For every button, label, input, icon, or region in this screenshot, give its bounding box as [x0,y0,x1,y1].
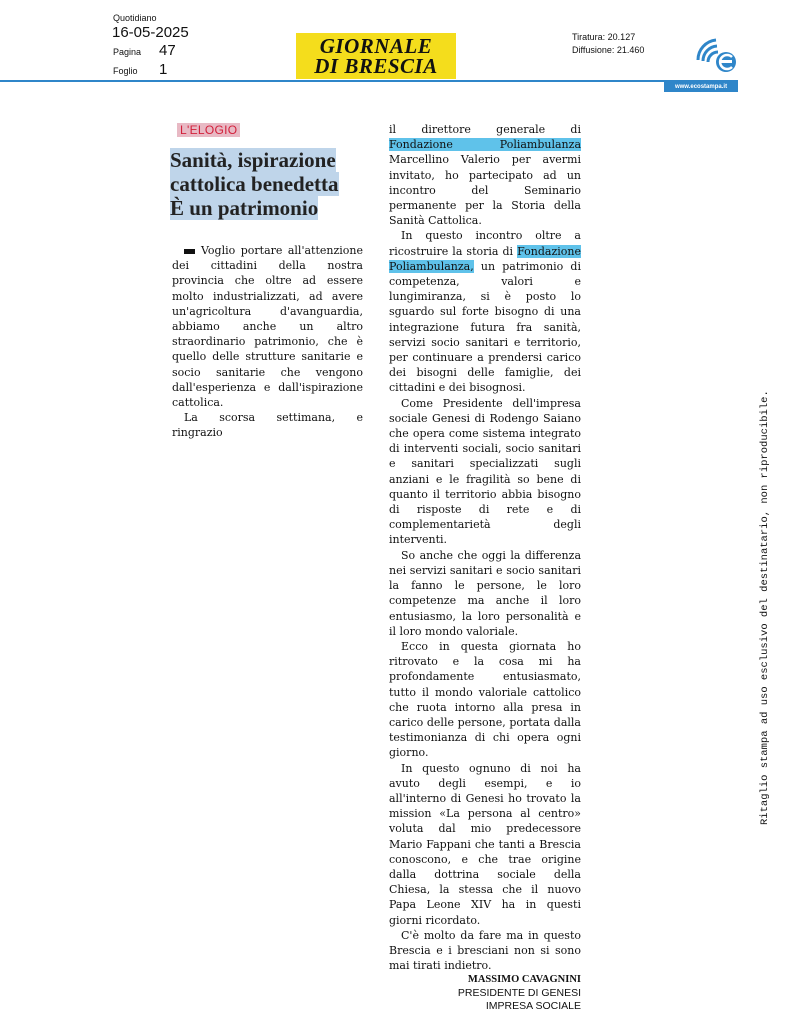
paragraph: C'è molto da fare ma in questo Brescia e i bresciani non si sono mai tirati indietro. [389,928,581,973]
signature-role-1: PRESIDENTE DI GENESI [457,986,581,999]
tiratura: Tiratura: 20.127 [572,32,636,42]
paragraph: Come Presidente dell'impresa sociale Genesi di Rodengo Saiano che opera come sistema integrato di interventi sociali, socio sanitari e sanitari specializzati sugli anziani e le fragilità so bene di quanto il territorio abbia bisogno di risposte di rete e di complementarietà degli interventi. [389,396,581,547]
diffusione: Diffusione: 21.460 [572,45,645,55]
paragraph: In questo incontro oltre a ricostruire la storia di Fondazione Poliambulanza, un patrimonio di competenza, valori e lungimiranza, si è posto lo sguardo sul forte bisogno di una integrazione futura fra sanità, servizi socio sanitari e territorio, per continuare a prendersi carico dei bisogni delle famiglie, dei cittadini e dei bisognosi. [389,229,581,395]
section-label: L'ELOGIO [177,123,240,137]
newspaper-logo [296,33,456,79]
paragraph: In questo ognuno di noi ha avuto degli esempi, e io all'interno di Genesi ho trovato la mission «La persona al centro» voluta dal mio predecessore Mario Fappani che tanti a Brescia conoscono, e che trae origine dalla dottrina sociale della Chiesa, la stessa che il nuovo Papa Leone XIV ha in questi giorni ricordato. [389,761,581,927]
article-column-2 [389,122,581,1014]
sheet-number: 1 [159,61,168,78]
page-number: 47 [159,42,176,59]
lead-square-icon [184,249,195,254]
paragraph: So anche che oggi la differenza nei servizi sanitari e socio sanitari la fanno le persone, le loro competenze ma anche il loro entusiasmo, la loro personalità e il loro mondo valoriale. [389,548,581,638]
paragraph: Voglio portare all'attenzione dei cittadini della nostra provincia che oltre ad essere molto industrializzati, ad avere un'agricoltura d'avanguardia, abbiamo anche un altro straordinario patrimonio, che è quello delle strutture sanitarie e socio sanitarie che vengono dall'esperienza e dall'ispirazione cattolica. [172,244,363,410]
paragraph: Ecco in questa giornata ho ritrovato e la cosa mi ha profondamente entusiasmato, tutto il mondo valoriale cattolico che ruota intorno alla presa in carico delle persone, portata dalla testimonianza di chi opera ogni giorno. [389,639,581,760]
header-rule [0,80,738,82]
paragraph: il direttore generale di Fondazione Poliambulanza Marcellino Valerio per avermi invitato, ho partecipato ad un incontro del Seminario permanente per la Storia della Sanità Cattolica. [389,123,581,228]
logo-line-1: GIORNALE [319,34,433,58]
publication-date: 16-05-2025 [112,24,189,41]
highlight-fondazione: Fondazione Poliambulanza [389,138,581,152]
signature [389,973,581,1014]
ecostampa-logo-icon [694,30,740,76]
headline-line-1: Sanità, ispirazione [170,148,336,172]
copyright-notice: Ritaglio stampa ad uso esclusivo del destinatario, non riproducibile. [759,390,771,825]
headline [170,148,370,220]
highlight-fondazione: Fondazione Poliambulanza, [389,244,581,273]
sheet-label: Foglio [113,66,138,76]
headline-line-2: cattolica benedetta [170,172,339,196]
logo-line-2: DI BRESCIA [314,54,438,78]
publication-type: Quotidiano [113,13,157,23]
signature-role-2: IMPRESA SOCIALE [485,1000,581,1013]
article-column-1 [172,243,363,441]
ecostampa-url[interactable]: www.ecostampa.it [664,82,738,92]
paragraph: La scorsa settimana, e ringrazio [172,411,363,440]
signature-name: MASSIMO CAVAGNINI [467,974,581,986]
headline-line-3: È un patrimonio [170,196,319,220]
page-label: Pagina [113,47,142,57]
